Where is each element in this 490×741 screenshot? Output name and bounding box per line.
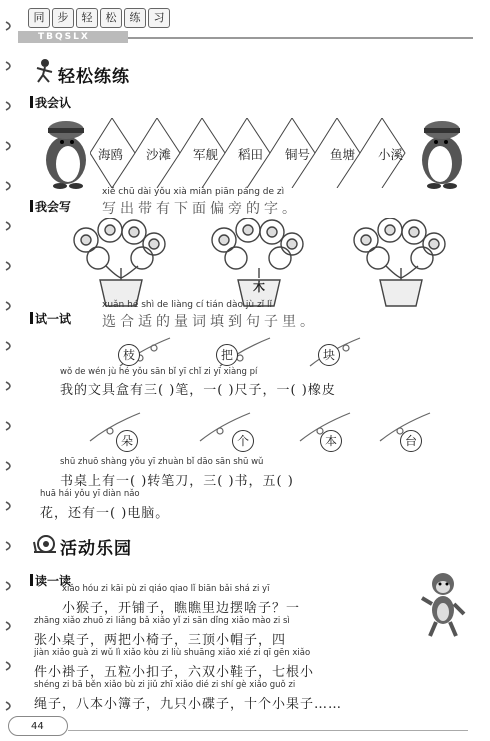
word-tonghao: 铜号	[285, 147, 311, 162]
measure-word-duo: 朵	[116, 430, 138, 452]
write-instruction: 写出带有下面偏旁的字。	[102, 201, 300, 217]
tag-recognize: 我会认	[30, 94, 71, 111]
spiral-binding	[2, 12, 18, 712]
measure-word-ge: 个	[232, 430, 254, 452]
measure-word-kuai: 块	[318, 344, 340, 366]
header-divider	[128, 37, 473, 39]
sentence-2: 书桌上有一( )转笔刀，三( )书，五( )	[60, 474, 294, 489]
header-char: 练	[124, 8, 146, 28]
sentence-3: 花，还有一( )电脑。	[40, 506, 170, 521]
header-char: 步	[52, 8, 74, 28]
section-title-activity-park: 活动乐园	[60, 539, 132, 559]
tag-try: 试一试	[30, 310, 71, 327]
word-xiaoxi: 小溪	[378, 147, 404, 162]
rhyme-line-3: 件小褂子，五粒小扣子，六双小鞋子，七根小	[34, 665, 315, 680]
word-yutang: 鱼塘	[330, 147, 356, 162]
rhyme-line-4: 绳子，八本小簿子，九只小碟子，十个小果子……	[34, 697, 343, 712]
runner-icon	[34, 58, 56, 84]
pinyin-rhyme-1: xiǎo hóu zi kāi pù zi qiáo qiao lǐ biān bǎi shá zi yī	[62, 584, 270, 594]
pinyin-rhyme-2: zhāng xiǎo zhuō zi liǎng bǎ xiǎo yǐ zi sān dǐng xiǎo mào zi sì	[34, 616, 290, 626]
flower-pot-1-icon	[66, 218, 176, 308]
measure-word-ben: 本	[320, 430, 342, 452]
branches-top-icon	[110, 330, 410, 370]
header-char: 同	[28, 8, 50, 28]
measure-word-zhi: 枝	[118, 344, 140, 366]
word-daotian: 稻田	[238, 147, 264, 162]
sentence-1: 我的文具盒有三( )笔，一( )尺子，一( )橡皮	[60, 383, 336, 398]
rhyme-line-1: 小猴子，开铺子，瞧瞧里边摆啥子？一	[62, 601, 301, 616]
page-number: 44	[8, 716, 68, 736]
pinyin-write-instruction: xiě chū dài yǒu xià miàn piān páng de zì	[102, 187, 285, 197]
header-char: 松	[100, 8, 122, 28]
try-instruction: 选合适的量词填到句子里。	[102, 314, 318, 330]
tag-read: 读一读	[30, 572, 71, 589]
snail-icon	[32, 530, 58, 556]
pinyin-sentence-1: wǒ de wén jù hé yǒu sān bǐ yī chǐ zi yī xiàng pí	[60, 367, 258, 377]
measure-word-tai: 台	[400, 430, 422, 452]
rhyme-line-2: 张小桌子，两把小椅子，三顶小帽子，四	[34, 633, 287, 648]
word-shatan: 沙滩	[146, 147, 172, 162]
monkey-icon	[418, 570, 468, 640]
pinyin-sentence-2: shū zhuō shàng yǒu yī zhuàn bǐ dāo sān shū wǔ	[60, 457, 264, 467]
word-haiou: 海鸥	[98, 147, 124, 162]
header-char: 轻	[76, 8, 98, 28]
pinyin-rhyme-4: shéng zi bā běn xiǎo bù zi jiǔ zhī xiǎo dié zi shí gè xiǎo guǒ zi	[34, 680, 296, 690]
penguin-left-icon	[36, 112, 98, 190]
header-char: 习	[148, 8, 170, 28]
radical-mu: 木	[253, 280, 266, 294]
section-title-easy-practice: 轻松练练	[58, 67, 130, 87]
footer-divider	[68, 730, 468, 731]
header-bar: TBQSLX	[18, 31, 128, 43]
measure-word-ba: 把	[216, 344, 238, 366]
word-junjian: 军舰	[193, 147, 219, 162]
pinyin-try-instruction: xuǎn hé shì de liàng cí tián dào jù zǐ lǐ	[102, 300, 273, 310]
pinyin-rhyme-3: jiàn xiǎo guà zi wǔ lì xiǎo kòu zi liù shuāng xiǎo xié zi qī gēn xiǎo	[34, 648, 311, 658]
header-title	[28, 8, 170, 28]
pinyin-sentence-3: huā hái yǒu yī diàn nǎo	[40, 489, 140, 499]
tag-write: 我会写	[30, 198, 71, 215]
flower-pot-3-icon	[346, 218, 456, 308]
penguin-right-icon	[412, 112, 474, 190]
